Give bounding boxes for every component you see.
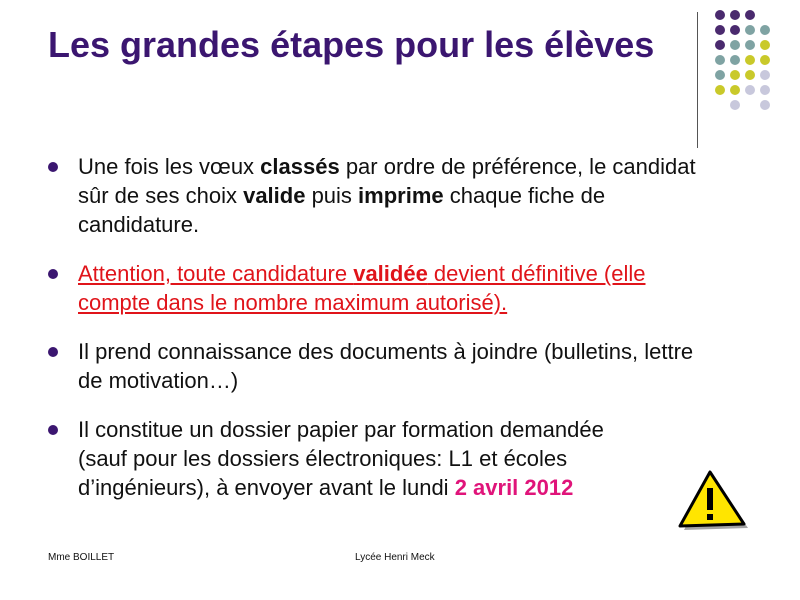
decor-dot xyxy=(760,55,770,65)
decor-dot xyxy=(760,85,770,95)
bullet-text-part: Une fois les vœux xyxy=(78,154,261,179)
footer-author: Mme BOILLET xyxy=(48,552,115,563)
deadline-date: 2 avril 2012 xyxy=(454,475,574,500)
decorative-dot-grid xyxy=(705,10,785,130)
bullet-item xyxy=(48,337,718,395)
decor-dot xyxy=(715,25,725,35)
bullet-dot-icon xyxy=(48,269,58,279)
footer-school: Lycée Henri Meck xyxy=(355,552,435,563)
decor-dot xyxy=(715,55,725,65)
decor-dot xyxy=(760,100,770,110)
slide-title: Les grandes étapes pour les élèves xyxy=(48,24,655,65)
bullet-text: Il constitue un dossier papier par formation demandée (sauf pour les dossiers électroniques: L1 et écoles d’ingénieurs), à envoyer avant le lundi xyxy=(78,417,604,500)
decor-dot xyxy=(730,55,740,65)
bullet-list xyxy=(48,152,718,522)
bullet-item-warning xyxy=(48,259,718,317)
decor-dot xyxy=(730,85,740,95)
decor-dot xyxy=(745,85,755,95)
decor-dot xyxy=(730,40,740,50)
title-divider-line xyxy=(697,12,698,148)
decor-dot xyxy=(730,25,740,35)
decor-dot xyxy=(745,70,755,80)
decor-dot xyxy=(715,70,725,80)
bullet-item xyxy=(48,152,718,239)
decor-dot xyxy=(715,85,725,95)
bullet-text-part: par ordre de préférence, le candidat sûr de ses choix xyxy=(78,154,696,208)
bullet-text-part: imprime xyxy=(358,183,444,208)
decor-dot xyxy=(730,100,740,110)
bullet-dot-icon xyxy=(48,162,58,172)
decor-dot xyxy=(715,10,725,20)
bullet-item xyxy=(48,415,718,502)
decor-dot xyxy=(745,55,755,65)
bullet-text-part: valide xyxy=(243,183,306,208)
bullet-text-part: chaque fiche de candidature. xyxy=(78,183,606,237)
bullet-dot-icon xyxy=(48,347,58,357)
decor-dot xyxy=(730,70,740,80)
decor-dot xyxy=(745,10,755,20)
bullet-text-part: devient définitive (elle compte dans le nombre maximum autorisé). xyxy=(78,261,646,315)
decor-dot xyxy=(760,25,770,35)
bullet-text-part: classés xyxy=(260,154,340,179)
bullet-text-part: validée xyxy=(353,261,428,286)
decor-dot xyxy=(760,40,770,50)
warning-triangle-icon xyxy=(676,470,756,534)
decor-dot xyxy=(730,10,740,20)
decor-dot xyxy=(760,70,770,80)
bullet-dot-icon xyxy=(48,425,58,435)
bullet-text: Il prend connaissance des documents à joindre (bulletins, lettre de motivation…) xyxy=(78,339,694,393)
bullet-text-part: Attention, toute candidature xyxy=(78,261,354,286)
decor-dot xyxy=(745,40,755,50)
bullet-text-part: puis xyxy=(305,183,359,208)
decor-dot xyxy=(745,25,755,35)
decor-dot xyxy=(715,40,725,50)
